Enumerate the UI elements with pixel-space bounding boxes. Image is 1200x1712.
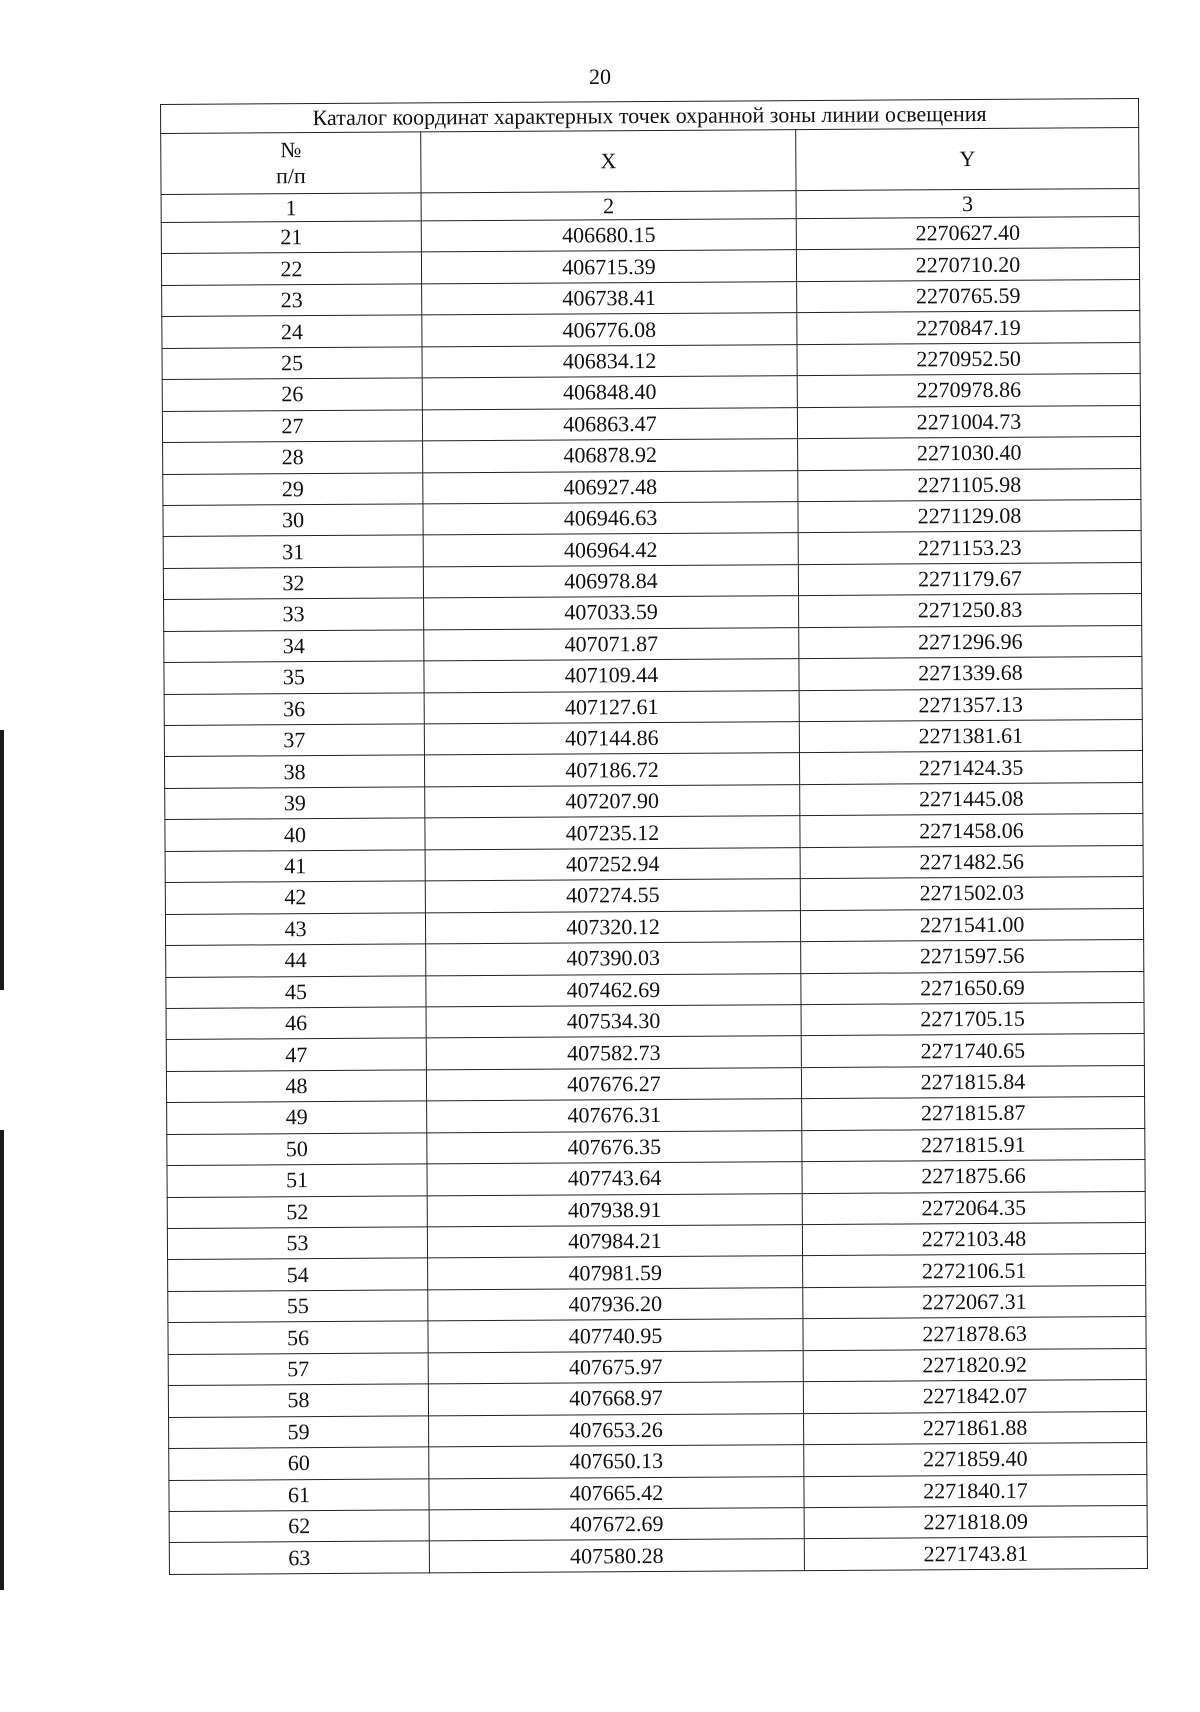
point-number-cell: 37 [164,724,424,757]
point-number-cell: 60 [169,1447,429,1480]
x-coordinate-cell: 406978.84 [423,564,798,598]
point-number-cell: 53 [167,1227,427,1260]
x-coordinate-cell: 407390.03 [426,942,801,976]
x-coordinate-cell: 407676.31 [427,1099,802,1133]
table-body [161,217,1147,1575]
y-coordinate-cell: 2271705.15 [801,1002,1144,1036]
x-coordinate-cell: 407109.44 [424,659,799,693]
y-coordinate-cell: 2271861.88 [804,1411,1147,1445]
x-coordinate-cell: 407580.28 [429,1539,804,1573]
point-number-cell: 63 [169,1541,429,1574]
table-header-row [161,128,1139,195]
point-number-cell: 48 [166,1070,426,1103]
y-coordinate-cell: 2271129.08 [798,499,1141,533]
y-coordinate-cell: 2271296.96 [799,625,1142,659]
point-number-cell: 21 [161,221,421,254]
y-coordinate-cell: 2271815.91 [802,1128,1145,1162]
x-coordinate-cell: 406680.15 [421,219,796,253]
x-coordinate-cell: 406738.41 [422,281,797,315]
point-number-cell: 27 [162,410,422,443]
column-index-3: 3 [796,189,1139,219]
point-number-cell: 22 [161,252,421,285]
number-sign: № [280,137,302,163]
x-coordinate-cell: 407235.12 [425,816,800,850]
point-number-cell: 62 [169,1510,429,1543]
x-coordinate-cell: 407653.26 [429,1413,804,1447]
point-number-cell: 61 [169,1478,429,1511]
y-coordinate-cell: 2271424.35 [799,751,1142,785]
y-coordinate-cell: 2270627.40 [796,217,1139,251]
point-number-cell: 47 [166,1038,426,1071]
y-coordinate-cell: 2271250.83 [799,594,1142,628]
x-coordinate-cell: 407534.30 [426,1005,801,1039]
number-abbrev: п/п [276,163,306,189]
y-coordinate-cell: 2271875.66 [802,1160,1145,1194]
y-coordinate-cell: 2271740.65 [801,1034,1144,1068]
y-coordinate-cell: 2271815.87 [802,1097,1145,1131]
point-number-cell: 51 [167,1164,427,1197]
x-coordinate-cell: 406946.63 [423,502,798,536]
column-header-x: X [421,130,796,193]
column-header-y: Y [796,128,1139,191]
x-coordinate-cell: 406863.47 [422,407,797,441]
point-number-cell: 33 [164,598,424,631]
y-coordinate-cell: 2271597.56 [801,940,1144,974]
y-coordinate-cell: 2271650.69 [801,971,1144,1005]
x-coordinate-cell: 407071.87 [424,627,799,661]
y-coordinate-cell: 2271153.23 [798,531,1141,565]
point-number-cell: 40 [165,818,425,851]
y-coordinate-cell: 2271458.06 [800,814,1143,848]
x-coordinate-cell: 406715.39 [421,250,796,284]
y-coordinate-cell: 2272067.31 [803,1285,1146,1319]
point-number-cell: 30 [163,504,423,537]
page-number: 20 [589,64,611,89]
point-number-cell: 39 [165,787,425,820]
point-number-cell: 38 [164,755,424,788]
x-coordinate-cell: 407252.94 [425,847,800,881]
point-number-cell: 32 [163,567,423,600]
column-index-2: 2 [421,191,796,221]
x-coordinate-cell: 407676.27 [426,1067,801,1101]
x-coordinate-cell: 407672.69 [429,1508,804,1542]
x-coordinate-cell: 406927.48 [423,470,798,504]
x-coordinate-cell: 407665.42 [429,1476,804,1510]
point-number-cell: 44 [166,944,426,977]
y-coordinate-cell: 2271859.40 [804,1443,1147,1477]
y-coordinate-cell: 2272106.51 [803,1254,1146,1288]
y-coordinate-cell: 2270765.59 [797,279,1140,313]
x-coordinate-cell: 407320.12 [425,910,800,944]
x-coordinate-cell: 407186.72 [424,753,799,787]
x-coordinate-cell: 406834.12 [422,344,797,378]
table-title: Каталог координат характерных точек охранной зоны линии освещения [161,99,1139,134]
point-number-cell: 23 [162,284,422,317]
y-coordinate-cell: 2271339.68 [799,657,1142,691]
x-coordinate-cell: 407207.90 [425,784,800,818]
column-index-1: 1 [161,193,421,223]
coordinate-catalog-table [160,98,1148,1575]
y-coordinate-cell: 2271004.73 [797,405,1140,439]
y-coordinate-cell: 2271541.00 [800,908,1143,942]
point-number-cell: 52 [167,1195,427,1228]
x-coordinate-cell: 406964.42 [423,533,798,567]
x-coordinate-cell: 407675.97 [428,1350,803,1384]
x-coordinate-cell: 407582.73 [426,1036,801,1070]
point-number-cell: 54 [168,1258,428,1291]
x-coordinate-cell: 407033.59 [424,596,799,630]
x-coordinate-cell: 407984.21 [427,1225,802,1259]
scan-edge-mark-lower [0,1130,4,1590]
x-coordinate-cell: 407650.13 [429,1445,804,1479]
y-coordinate-cell: 2272103.48 [802,1223,1145,1257]
point-number-cell: 42 [165,881,425,914]
y-coordinate-cell: 2271820.92 [803,1348,1146,1382]
point-number-cell: 43 [165,913,425,946]
x-coordinate-cell: 407144.86 [424,722,799,756]
x-coordinate-cell: 406776.08 [422,313,797,347]
point-number-cell: 29 [163,472,423,505]
point-number-cell: 55 [168,1290,428,1323]
y-coordinate-cell: 2271818.09 [804,1505,1147,1539]
y-coordinate-cell: 2271179.67 [798,562,1141,596]
point-number-cell: 34 [164,630,424,663]
point-number-cell: 46 [166,1007,426,1040]
x-coordinate-cell: 406848.40 [422,376,797,410]
y-coordinate-cell: 2270710.20 [796,248,1139,282]
point-number-cell: 28 [163,441,423,474]
point-number-cell: 58 [168,1384,428,1417]
point-number-cell: 35 [164,661,424,694]
point-number-cell: 59 [169,1416,429,1449]
x-coordinate-cell: 407743.64 [427,1162,802,1196]
y-coordinate-cell: 2271381.61 [799,720,1142,754]
y-coordinate-cell: 2270952.50 [797,342,1140,376]
y-coordinate-cell: 2271878.63 [803,1317,1146,1351]
x-coordinate-cell: 407668.97 [428,1382,803,1416]
x-coordinate-cell: 407740.95 [428,1319,803,1353]
y-coordinate-cell: 2272064.35 [802,1191,1145,1225]
y-coordinate-cell: 2271842.07 [803,1380,1146,1414]
x-coordinate-cell: 407274.55 [425,879,800,913]
x-coordinate-cell: 407676.35 [427,1130,802,1164]
x-coordinate-cell: 407127.61 [424,690,799,724]
y-coordinate-cell: 2271815.84 [801,1065,1144,1099]
point-number-cell: 24 [162,315,422,348]
x-coordinate-cell: 407938.91 [427,1193,802,1227]
y-coordinate-cell: 2270847.19 [797,311,1140,345]
point-number-cell: 36 [164,692,424,725]
point-number-cell: 26 [162,378,422,411]
point-number-cell: 50 [167,1133,427,1166]
x-coordinate-cell: 407462.69 [426,973,801,1007]
y-coordinate-cell: 2271105.98 [798,468,1141,502]
x-coordinate-cell: 407981.59 [428,1256,803,1290]
point-number-cell: 45 [166,975,426,1008]
x-coordinate-cell: 406878.92 [423,439,798,473]
table-row [169,1537,1147,1574]
point-number-cell: 56 [168,1321,428,1354]
column-header-number [161,132,421,195]
y-coordinate-cell: 2270978.86 [797,374,1140,408]
y-coordinate-cell: 2271357.13 [799,688,1142,722]
point-number-cell: 31 [163,535,423,568]
y-coordinate-cell: 2271445.08 [800,782,1143,816]
y-coordinate-cell: 2271482.56 [800,845,1143,879]
point-number-cell: 57 [168,1353,428,1386]
point-number-cell: 41 [165,850,425,883]
y-coordinate-cell: 2271743.81 [804,1537,1147,1571]
x-coordinate-cell: 407936.20 [428,1287,803,1321]
point-number-cell: 49 [167,1101,427,1134]
point-number-cell: 25 [162,347,422,380]
y-coordinate-cell: 2271502.03 [800,877,1143,911]
scan-edge-mark-upper [0,730,4,990]
y-coordinate-cell: 2271030.40 [798,437,1141,471]
y-coordinate-cell: 2271840.17 [804,1474,1147,1508]
